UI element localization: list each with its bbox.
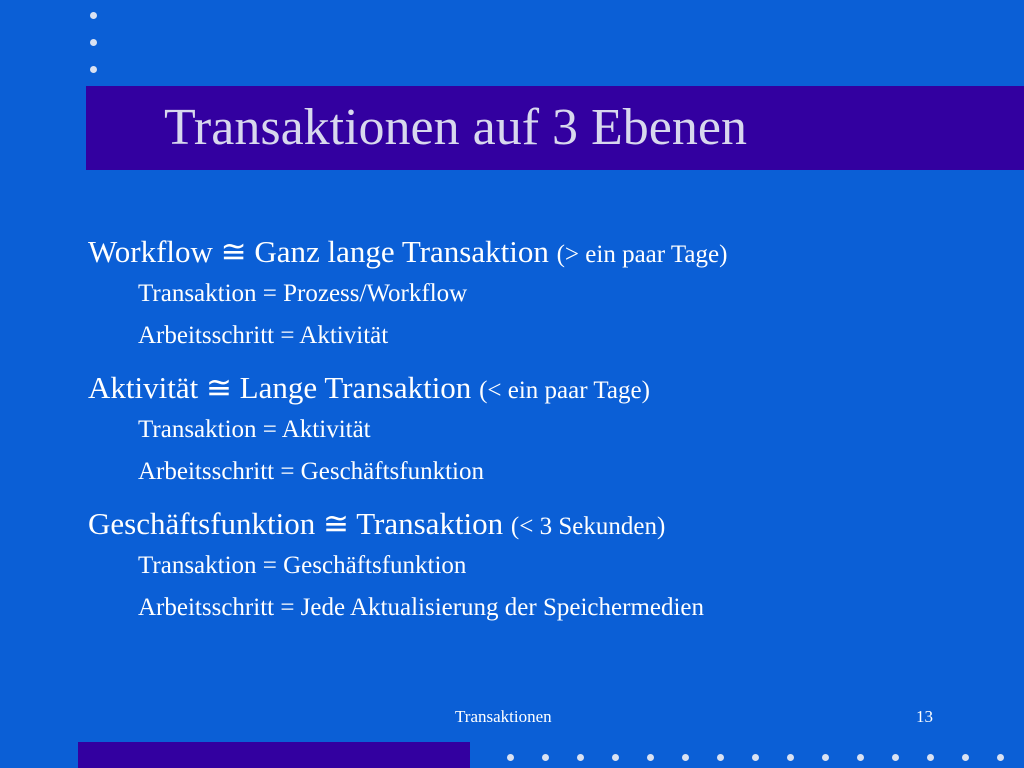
decorative-dot — [717, 754, 724, 761]
decorative-dot — [962, 754, 969, 761]
decorative-dot — [90, 39, 97, 46]
decorative-dot — [577, 754, 584, 761]
decorative-dot — [787, 754, 794, 761]
decorative-dot — [612, 754, 619, 761]
section-heading-text: Workflow ≅ Ganz lange Transaktion — [88, 234, 549, 269]
section-heading-text: Aktivität ≅ Lange Transaktion — [88, 370, 472, 405]
section-note: (< ein paar Tage) — [479, 377, 650, 404]
decorative-dot — [682, 754, 689, 761]
section-heading-workflow — [88, 236, 988, 267]
section-heading-business-function — [88, 508, 988, 539]
decorative-dot — [647, 754, 654, 761]
decorative-dot — [542, 754, 549, 761]
section-heading-activity — [88, 372, 988, 403]
page-number: 13 — [916, 707, 933, 726]
list-item: Arbeitsschritt = Aktivität — [138, 322, 389, 349]
decorative-dot — [507, 754, 514, 761]
list-item: Transaktion = Geschäftsfunktion — [138, 552, 467, 579]
list-item: Arbeitsschritt = Geschäftsfunktion — [138, 458, 484, 485]
list-item: Transaktion = Prozess/Workflow — [138, 280, 468, 307]
decorative-dot — [892, 754, 899, 761]
slide-title: Transaktionen auf 3 Ebenen — [164, 99, 747, 156]
list-item: Transaktion = Aktivität — [138, 416, 371, 443]
footer-band — [78, 742, 470, 768]
decorative-dot — [90, 66, 97, 73]
decorative-dot — [752, 754, 759, 761]
decorative-dot — [997, 754, 1004, 761]
decorative-dot — [857, 754, 864, 761]
slide-content — [88, 236, 988, 637]
section-note: (> ein paar Tage) — [556, 241, 728, 268]
footer-title: Transaktionen — [455, 707, 552, 726]
section-heading-text: Geschäftsfunktion ≅ Transaktion — [88, 506, 504, 541]
list-item: Arbeitsschritt = Jede Aktualisierung der Speichermedien — [138, 594, 705, 621]
decorative-dot — [822, 754, 829, 761]
decorative-dot — [90, 12, 97, 19]
section-note: (< 3 Sekunden) — [510, 513, 666, 540]
decorative-dot — [927, 754, 934, 761]
